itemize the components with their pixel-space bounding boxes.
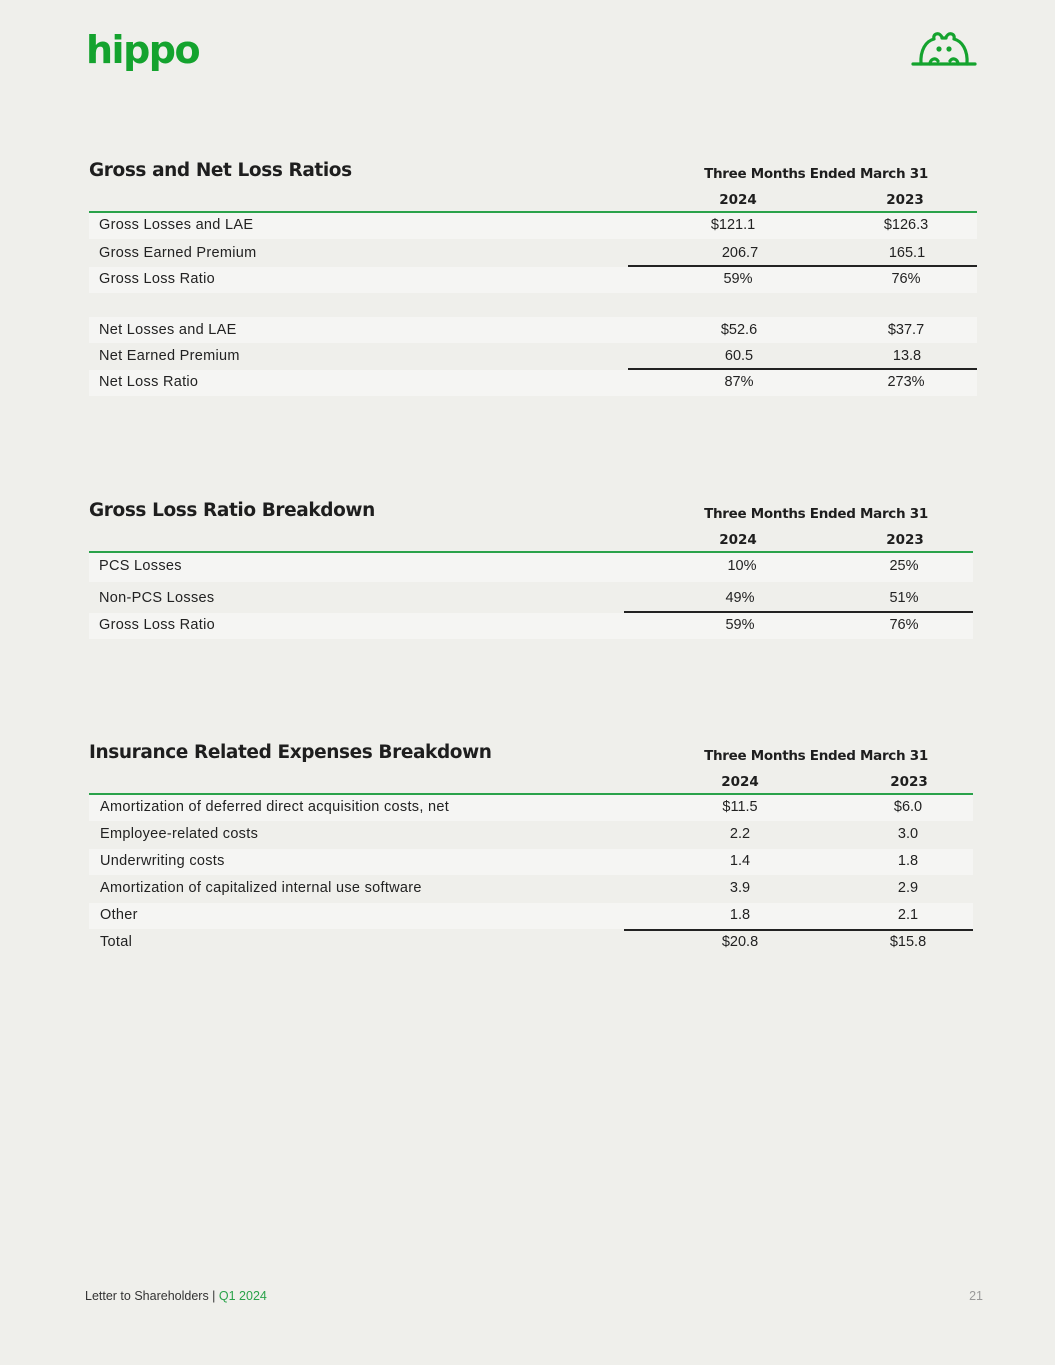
gross-net-loss-ratios-table [89,160,977,400]
insurance-expenses-breakdown-table [89,742,973,962]
value-2023: 1.8 [897,853,919,869]
value-2024: $52.6 [720,322,758,338]
table-row [89,240,977,266]
row-label: Gross Loss Ratio [99,271,216,287]
value-2024: $121.1 [710,217,756,233]
value-2024: $20.8 [721,934,759,950]
value-2024: 2.2 [729,826,751,842]
row-label: Net Loss Ratio [99,374,199,390]
row-label: Gross Earned Premium [99,245,257,261]
row-label: Other [100,907,138,923]
value-2024: $11.5 [722,799,758,815]
col-header-2023: 2023 [886,532,924,548]
section-title: Gross and Net Loss Ratios [89,160,352,181]
col-header-2024: 2024 [719,532,757,548]
value-2023: 76% [889,617,919,633]
row-label: Employee-related costs [100,826,259,842]
value-2024: 10% [727,558,757,574]
value-2023: 76% [891,271,921,287]
period-header: Three Months Ended March 31 [704,166,928,182]
table-row [89,931,973,957]
table-row [89,344,977,368]
value-2024: 59% [725,617,755,633]
period-header: Three Months Ended March 31 [704,506,928,522]
table-row [89,876,973,902]
value-2024: 87% [724,374,754,390]
value-2023: $6.0 [893,799,923,815]
col-header-2024: 2024 [721,774,759,790]
row-label: Net Earned Premium [99,348,240,364]
footer-text [85,1289,267,1303]
section-title: Gross Loss Ratio Breakdown [89,500,375,521]
col-header-2024: 2024 [719,192,757,208]
row-label: Total [100,934,133,950]
table-row [89,213,977,239]
table-row [89,613,973,639]
row-label: Amortization of deferred direct acquisition costs, net [100,799,450,815]
value-2023: 2.9 [897,880,919,896]
value-2023: 51% [889,590,919,606]
row-label: Gross Loss Ratio [99,617,216,633]
table-row [89,317,977,343]
value-2024: 60.5 [724,348,754,364]
row-label: PCS Losses [99,558,182,574]
row-label: Non-PCS Losses [99,590,215,606]
row-label: Amortization of capitalized internal use software [100,880,422,896]
table-row [89,822,973,848]
table-row [89,903,973,929]
hippo-mascot-icon [910,30,978,70]
value-2023: 25% [889,558,919,574]
table-row [89,553,973,582]
footer-quarter: Q1 2024 [218,1289,267,1303]
table-row [89,370,977,396]
value-2023: 165.1 [888,245,926,261]
value-2024: 1.4 [729,853,751,869]
value-2024: 206.7 [721,245,759,261]
value-2023: $126.3 [883,217,929,233]
period-header: Three Months Ended March 31 [704,748,928,764]
value-2023: 3.0 [897,826,919,842]
col-header-2023: 2023 [886,192,924,208]
page-number: 21 [969,1289,983,1303]
row-label: Net Losses and LAE [99,322,237,338]
row-label: Underwriting costs [100,853,225,869]
section-title: Insurance Related Expenses Breakdown [89,742,492,763]
col-header-2023: 2023 [890,774,928,790]
value-2024: 1.8 [729,907,751,923]
value-2023: 273% [887,374,925,390]
table-row [89,849,973,875]
value-2023: $37.7 [887,322,925,338]
value-2024: 49% [725,590,755,606]
hippo-logo: hippo [86,28,200,72]
value-2024: 59% [723,271,753,287]
table-row [89,795,973,821]
value-2024: 3.9 [729,880,751,896]
value-2023: 2.1 [897,907,919,923]
value-2023: 13.8 [892,348,922,364]
table-row [89,584,973,611]
gross-loss-ratio-breakdown-table [89,500,973,640]
footer-label: Letter to Shareholders | [85,1289,219,1303]
table-row [89,267,977,293]
row-label: Gross Losses and LAE [99,217,254,233]
value-2023: $15.8 [889,934,927,950]
